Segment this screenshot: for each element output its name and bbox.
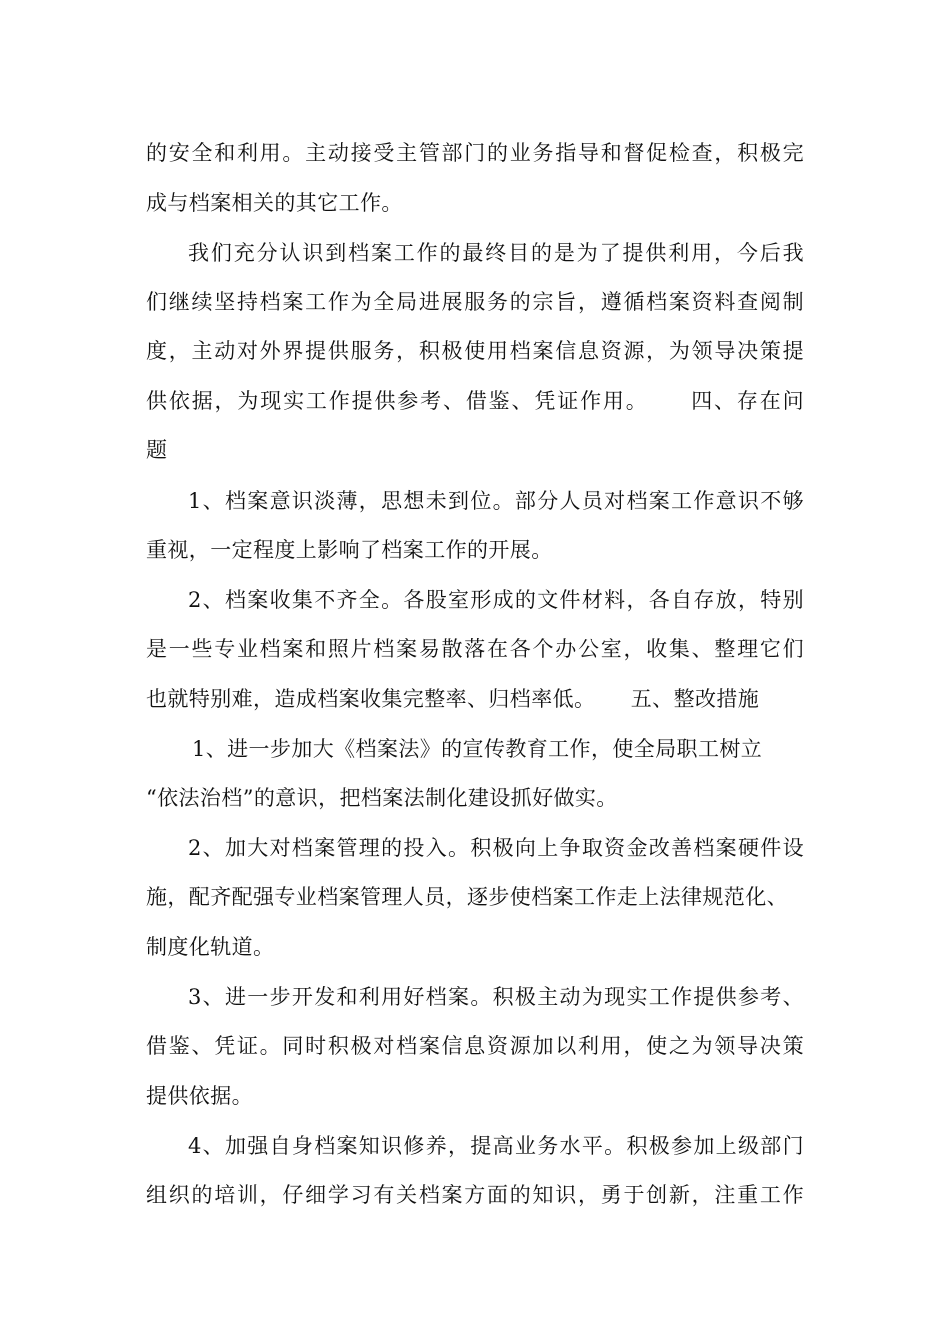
text-line: 2、档案收集不齐全。各股室形成的文件材料，各自存放，特别 xyxy=(188,588,804,612)
text-line: 成与档案相关的其它工作。 xyxy=(146,191,403,215)
text-line: 也就特别难，造成档案收集完整率、归档率低。 五、整改措施 xyxy=(146,687,760,711)
text-line: 4、加强自身档案知识修养，提高业务水平。积极参加上级部门 xyxy=(188,1134,804,1158)
text-line: 制度化轨道。 xyxy=(146,935,275,959)
text-line: 我们充分认识到档案工作的最终目的是为了提供利用，今后我 xyxy=(188,241,804,265)
text-line: 1、进一步加大《档案法》的宣传教育工作，使全局职工树立 xyxy=(192,737,763,761)
text-line: 2、加大对档案管理的投入。积极向上争取资金改善档案硬件设 xyxy=(188,836,804,860)
text-line: 施，配齐配强专业档案管理人员，逐步使档案工作走上法律规范化、 xyxy=(146,885,788,909)
text-line: 提供依据。 xyxy=(146,1084,253,1108)
text-line: 借鉴、凭证。同时积极对档案信息资源加以利用，使之为领导决策 xyxy=(146,1034,804,1058)
text-line: 3、进一步开发和利用好档案。积极主动为现实工作提供参考、 xyxy=(188,985,804,1009)
text-line: 供依据，为现实工作提供参考、借鉴、凭证作用。 四、存在问 xyxy=(146,389,804,413)
text-line: “依法治档”的意识，把档案法制化建设抓好做实。 xyxy=(146,786,618,810)
text-line: 组织的培训，仔细学习有关档案方面的知识，勇于创新，注重工作 xyxy=(146,1183,804,1207)
text-line: 1、档案意识淡薄，思想未到位。部分人员对档案工作意识不够 xyxy=(188,489,804,513)
text-line: 们继续坚持档案工作为全局进展服务的宗旨，遵循档案资料查阅制 xyxy=(146,290,804,314)
text-line: 度，主动对外界提供服务，积极使用档案信息资源，为领导决策提 xyxy=(146,339,804,363)
text-line: 的安全和利用。主动接受主管部门的业务指导和督促检查，积极完 xyxy=(146,141,804,165)
text-line: 是一些专业档案和照片档案易散落在各个办公室，收集、整理它们 xyxy=(146,637,804,661)
text-line: 题 xyxy=(146,438,168,462)
text-line: 重视，一定程度上影响了档案工作的开展。 xyxy=(146,538,553,562)
